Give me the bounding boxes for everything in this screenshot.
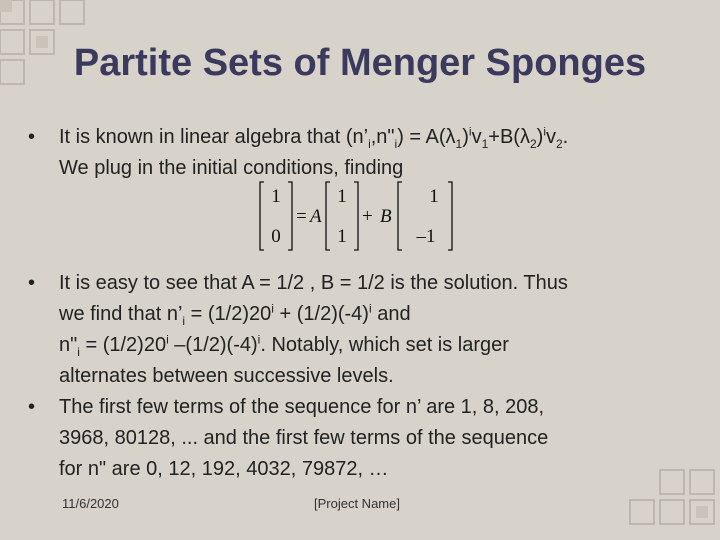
bullet-1-line-2: We plug in the initial conditions, finding xyxy=(59,157,404,179)
footer-date: 11/6/2020 xyxy=(62,496,119,511)
matrix-b-label: B xyxy=(380,206,392,227)
bullet-3-line-2: 3968, 80128, ... and the first few terms of the sequence xyxy=(59,427,549,449)
matrix-b-top: 1 xyxy=(429,186,439,207)
bullet-1-line-1: It is known in linear algebra that $(n’_i,n"_i) = A(\lambda_1)^iv_1+B(\lambda_2)^iv_2$. xyxy=(59,124,569,151)
footer-project-name: [Project Name] xyxy=(314,496,400,511)
matrix-a-label: A xyxy=(310,206,322,227)
matrix-a-top: 1 xyxy=(337,186,347,207)
bullet-item-1: • It is known in linear algebra that $(n’_i,n"_i) = A(\lambda_1)^iv_1+B(\lambda_2)^iv_2$. We plug in the initial conditions, finding xyxy=(28,122,698,184)
matrix-equation xyxy=(258,180,458,252)
bullet-2-line-4: alternates between successive levels. xyxy=(59,365,394,387)
matrix-b-bottom: –1 xyxy=(416,226,436,247)
bullet-item-3: • The first few terms of the sequence for n’ are 1, 8, 208, 3968, 80128, ... and the first few terms of the sequence for n" are 0, 12, 192, 4032, 79872, … xyxy=(28,392,698,485)
bullet-3-line-3: for n" are 0, 12, 192, 4032, 79872, … xyxy=(59,458,389,480)
bullet-2-line-2: we find that $n’_i = (1/2)20^i + (1/2)(-4)^i$ and xyxy=(59,301,411,328)
matrix-lhs-top: 1 xyxy=(271,186,281,207)
matrix-a-bottom: 1 xyxy=(337,226,347,247)
bullet-2-line-3: $n"_i = (1/2)20^i$ $-(1/2)(-4)^i$. Notably, which set is larger xyxy=(59,332,509,359)
bullet-list xyxy=(28,122,698,485)
bullet-item-2: • It is easy to see that A = 1/2 , B = 1/2 is the solution. Thus we find that $n’_i = (1/2)20^i + (1/2)(-4)^i$ and $n"_i = (1/2)20^i$ $-(1/2)(-4)^i$. Notably, which set is larger alternates between successive levels. xyxy=(28,268,698,392)
matrix-equals: = xyxy=(296,206,307,227)
matrix-plus: + xyxy=(362,206,373,227)
bullet-2-line-1: It is easy to see that A = 1/2 , B = 1/2 is the solution. Thus xyxy=(59,272,568,294)
matrix-lhs-bottom: 0 xyxy=(271,226,281,247)
bullet-3-line-1: The first few terms of the sequence for n’ are 1, 8, 208, xyxy=(59,396,545,418)
slide-title: Partite Sets of Menger Sponges xyxy=(73,42,647,84)
